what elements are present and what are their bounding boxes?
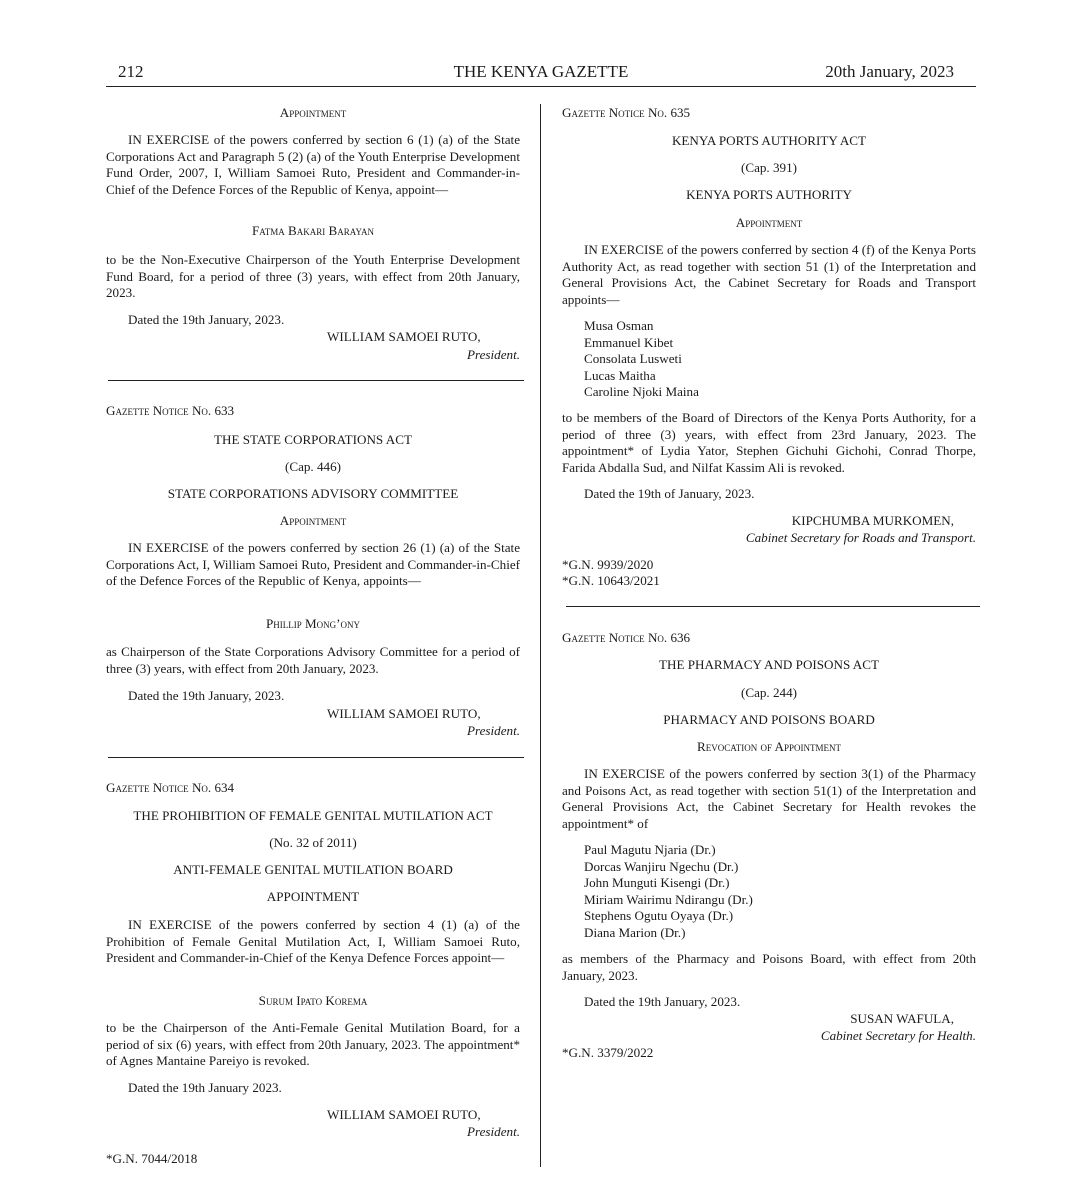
act-title: KENYA PORTS AUTHORITY ACT	[671, 133, 867, 148]
act-title: THE PHARMACY AND POISONS ACT	[659, 657, 879, 672]
gazette-notice-number: Gazette Notice No. 634	[106, 780, 235, 795]
notice-heading: APPOINTMENT	[266, 889, 360, 904]
list-item: Consolata Lusweti	[584, 351, 682, 366]
signer-title: President.	[467, 347, 520, 362]
list-item: Lucas Maitha	[584, 367, 656, 383]
signer-title: Cabinet Secretary for Health.	[820, 1028, 976, 1043]
footnote: *G.N. 7044/2018	[106, 1151, 198, 1166]
column-divider	[540, 104, 541, 1167]
dated-line: Dated the 19th January 2023.	[128, 1080, 282, 1095]
signer-title: Cabinet Secretary for Roads and Transport.	[745, 530, 976, 545]
signer-name: KIPCHUMBA MURKOMEN,	[791, 513, 954, 528]
cap-reference: (Cap. 244)	[740, 685, 797, 700]
issue-date: 20th January, 2023	[825, 62, 954, 81]
signer-title: President.	[467, 1124, 520, 1139]
appointment-terms: to be the Non-Executive Chairperson of the Youth Enterprise Development Fund Board, for a period of three (3) years, with effect from 20th January, 2023.	[106, 252, 520, 300]
dated-line: Dated the 19th January, 2023.	[128, 688, 285, 703]
page-number: 212	[118, 62, 144, 81]
body-name: ANTI-FEMALE GENITAL MUTILATION BOARD	[173, 862, 453, 877]
signer-name: WILLIAM SAMOEI RUTO,	[327, 706, 481, 721]
gazette-notice-number: Gazette Notice No. 635	[562, 105, 691, 120]
dated-line: Dated the 19th January, 2023.	[128, 312, 285, 327]
list-item: Stephens Ogutu Oyaya (Dr.)	[584, 908, 734, 923]
list-item: Diana Marion (Dr.)	[584, 924, 686, 940]
appointment-terms: to be members of the Board of Directors of the Kenya Ports Authority, for a period of three (3) years, with effect from 23rd January, 2023. The appointment* of Lydia Yator, Stephen Gichuhi Gichohi, Conrad Thorpe, Farida Abdalla Sud, and Nilfat Kassim Ali is revoked.	[562, 410, 976, 475]
appointee-list	[562, 842, 998, 941]
footnote: *G.N. 9939/2020	[562, 557, 654, 572]
list-item: Paul Magutu Njaria (Dr.)	[584, 842, 716, 857]
signer-title: President.	[467, 723, 520, 738]
signer-name: SUSAN WAFULA,	[850, 1011, 954, 1026]
gazette-header	[106, 60, 976, 87]
list-item: Dorcas Wanjiru Ngechu (Dr.)	[584, 858, 739, 874]
signer-name: WILLIAM SAMOEI RUTO,	[327, 329, 481, 344]
list-item: Emmanuel Kibet	[584, 334, 674, 350]
list-item: Miriam Wairimu Ndirangu (Dr.)	[584, 891, 753, 907]
notice-body: IN EXERCISE of the powers conferred by section 26 (1) (a) of the State Corporations Act, I, William Samoei Ruto, President and Commander-in-Chief of the Defence Forces of the Republic of Kenya, appoints—	[106, 540, 520, 588]
dated-line: Dated the 19th of January, 2023.	[584, 486, 755, 501]
list-item: John Munguti Kisengi (Dr.)	[584, 875, 730, 890]
act-title: THE PROHIBITION OF FEMALE GENITAL MUTILATION ACT	[133, 808, 493, 823]
notice-separator	[566, 606, 980, 607]
notice-body: IN EXERCISE of the powers conferred by section 3(1) of the Pharmacy and Poisons Act, as read together with section 51(1) of the Interpretation and General Provisions Act, the Cabinet Secretary for Health revokes the appointment* of	[562, 766, 976, 831]
notice-body: IN EXERCISE of the powers conferred by section 4 (f) of the Kenya Ports Authority Act, as read together with section 51 (1) of the Interpretation and General Provisions Act, the Cabinet Secretary for Roads and Transport appoints—	[562, 242, 976, 307]
appointee-name: Fatma Bakari Barayan	[252, 223, 374, 238]
footnote: *G.N. 10643/2021	[562, 573, 660, 588]
body-name: KENYA PORTS AUTHORITY	[686, 187, 852, 202]
appointee-name: Surum Ipato Korema	[258, 993, 368, 1008]
dated-line: Dated the 19th January, 2023.	[584, 994, 741, 1009]
gazette-notice-number: Gazette Notice No. 633	[106, 403, 235, 418]
appointment-terms: to be the Chairperson of the Anti-Female Genital Mutilation Board, for a period of six (6) years, with effect from 20th January, 2023. The appointment* of Agnes Mantaine Pareiyo is revoked.	[106, 1020, 520, 1068]
signer-name: WILLIAM SAMOEI RUTO,	[327, 1107, 481, 1122]
list-item: Musa Osman	[584, 318, 654, 333]
notice-heading: Revocation of Appointment	[696, 739, 841, 754]
body-name: PHARMACY AND POISONS BOARD	[663, 712, 875, 727]
notice-body: IN EXERCISE of the powers conferred by section 6 (1) (a) of the State Corporations Act and Paragraph 5 (2) (a) of the Youth Enterprise Development Fund Order, 2007, I, William Samoei Ruto, President and Commander-in-Chief of the Defence Forces of the Republic of Kenya, appoint—	[106, 132, 520, 197]
footnote: *G.N. 3379/2022	[562, 1045, 654, 1060]
cap-reference: (Cap. 391)	[740, 160, 797, 175]
gazette-title: THE KENYA GAZETTE	[453, 62, 629, 81]
cap-reference: (Cap. 446)	[284, 459, 341, 474]
cap-reference: (No. 32 of 2011)	[269, 835, 357, 850]
body-name: STATE CORPORATIONS ADVISORY COMMITTEE	[167, 486, 459, 501]
gazette-notice-number: Gazette Notice No. 636	[562, 630, 691, 645]
appointment-terms: as Chairperson of the State Corporations Advisory Committee for a period of three (3) years, with effect from 20th January, 2023.	[106, 644, 520, 676]
appointment-terms: as members of the Pharmacy and Poisons Board, with effect from 20th January, 2023.	[562, 951, 976, 983]
notice-separator	[108, 380, 524, 381]
notice-body: IN EXERCISE of the powers conferred by section 4 (1) (a) of the Prohibition of Female Genital Mutilation Act, I, William Samoei Ruto, President and Commander-in-Chief of the Kenya Defence Forces appoint—	[106, 917, 520, 965]
notice-heading: Appointment	[279, 513, 347, 528]
appointee-list	[562, 318, 998, 401]
act-title: THE STATE CORPORATIONS ACT	[214, 432, 412, 447]
notice-separator	[108, 757, 524, 758]
list-item: Caroline Njoki Maina	[584, 384, 699, 399]
notice-heading: Appointment	[735, 215, 803, 230]
appointee-name: Phillip Mong’ony	[265, 616, 361, 631]
notice-heading: Appointment	[279, 105, 347, 120]
